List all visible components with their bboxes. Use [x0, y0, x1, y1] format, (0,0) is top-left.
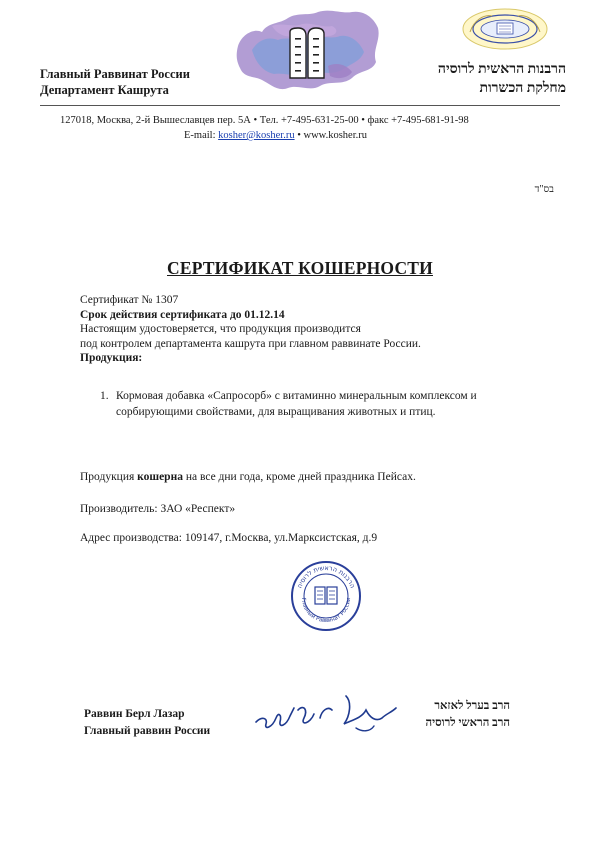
product-line-1: Кормовая добавка «Сапросорб» с витаминно минеральным комплексом и [116, 390, 477, 402]
certificate-intro [80, 293, 421, 366]
production-address: Адрес производства: 109147, г.Москва, ул.Марксистская, д.9 [80, 532, 378, 544]
letterhead-org-he [438, 60, 566, 98]
certificate-number: Сертификат № 1307 [80, 294, 179, 306]
org-department-he: מחלקת הכשרות [479, 81, 566, 96]
signatory-ru [84, 706, 210, 740]
website-text: • www.kosher.ru [294, 130, 367, 141]
seal-text-ru: Главный Раввинат России [299, 597, 353, 625]
bsd-mark: בס"ד [534, 184, 554, 195]
org-department-ru: Департамент Кашрута [40, 83, 169, 97]
signatory-name-he: הרב בערל לאזאר [434, 700, 510, 712]
confirm-line-1: Настоящим удостоверяется, что продукция производится [80, 323, 361, 335]
product-line-2: сорбирующими свойствами, для выращивания животных и птиц. [116, 405, 436, 418]
email-link[interactable]: kosher@kosher.ru [218, 130, 295, 141]
contact-line [184, 130, 367, 141]
certificate-validity: Срок действия сертификата до 01.12.14 [80, 308, 285, 321]
org-name-he: הרבנות הראשית לרוסיה [437, 62, 566, 77]
manufacturer: Производитель: ЗАО «Респект» [80, 503, 236, 515]
official-seal [290, 560, 362, 632]
kosher-statement [80, 471, 416, 483]
handwritten-signature [252, 688, 402, 738]
kashrut-emblem [460, 6, 550, 52]
signatory-title-ru: Главный раввин России [84, 725, 211, 737]
org-name-ru: Главный Раввинат России [40, 67, 190, 81]
address-line: 127018, Москва, 2-й Вышеславцев пер. 5А • Тел. +7-495-631-25-00 • факс +7-495-681-91-98 [60, 115, 469, 126]
certificate-title: СЕРТИФИКАТ КОШЕРНОСТИ [167, 258, 433, 278]
confirm-line-2: под контролем департамента кашрута при главном раввинате России. [80, 337, 421, 350]
signatory-name-ru: Раввин Берл Лазар [84, 708, 185, 720]
products-label: Продукция: [80, 352, 143, 364]
russia-map-logo [232, 6, 382, 94]
kosher-suffix: на все дни года, кроме дней праздника Пейсах. [182, 471, 416, 483]
product-number: 1. [100, 390, 109, 402]
signatory-he [425, 698, 510, 732]
letterhead-org-ru [40, 66, 190, 98]
kosher-prefix: Продукция [80, 471, 138, 483]
signatory-title-he: הרב הראשי לרוסיה [425, 717, 510, 729]
product-list-item [100, 389, 520, 420]
kosher-word: кошерна [137, 471, 183, 483]
letterhead-divider [40, 105, 560, 106]
email-label: E-mail: [184, 130, 219, 141]
seal-text-he: הרבנות הראשית לרוסיה [295, 563, 357, 590]
